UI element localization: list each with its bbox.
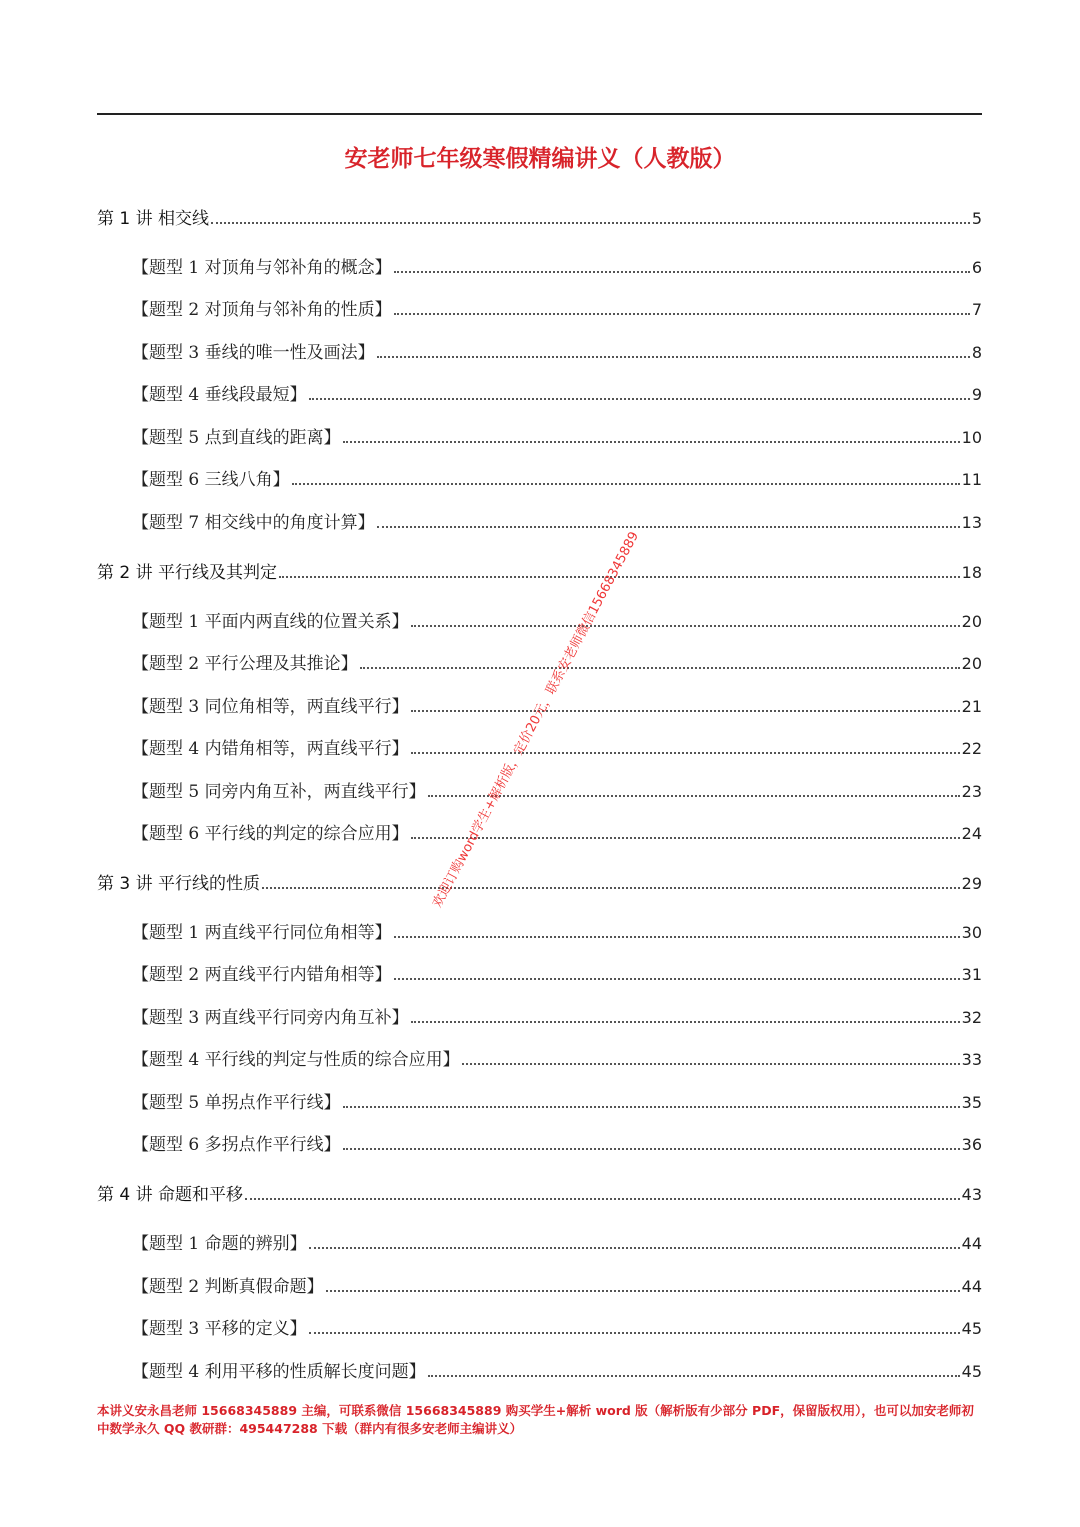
dot-leader [411, 625, 960, 627]
chapter-label: 第 1 讲 相交线 [97, 209, 210, 229]
topic-label: 【题型 4 内错角相等，两直线平行】 [132, 739, 409, 759]
toc-topic[interactable] [132, 1314, 982, 1339]
page-number: 31 [961, 965, 982, 984]
page-number: 20 [961, 612, 982, 631]
page-number: 22 [961, 739, 982, 758]
dot-leader [411, 1021, 960, 1023]
dot-leader [309, 1247, 960, 1249]
page-number: 33 [961, 1050, 982, 1069]
page-number: 24 [961, 824, 982, 843]
toc-topic[interactable] [132, 1272, 982, 1297]
toc-chapter-1[interactable] [97, 204, 982, 229]
topic-label: 【题型 1 对顶角与邻补角的概念】 [132, 258, 392, 278]
toc-topic[interactable] [132, 380, 982, 405]
page-number: 10 [961, 428, 982, 447]
page-number: 23 [961, 782, 982, 801]
page-number: 43 [961, 1185, 982, 1204]
topic-label: 【题型 3 平移的定义】 [132, 1319, 307, 1339]
topic-label: 【题型 7 相交线中的角度计算】 [132, 513, 375, 533]
dot-leader [377, 526, 960, 528]
dot-leader [411, 837, 960, 839]
page-number: 18 [961, 563, 982, 582]
topic-label: 【题型 3 两直线平行同旁内角互补】 [132, 1008, 409, 1028]
topic-label: 【题型 4 垂线段最短】 [132, 385, 307, 405]
dot-leader [411, 752, 960, 754]
topic-label: 【题型 2 平行公理及其推论】 [132, 654, 358, 674]
topic-label: 【题型 6 三线八角】 [132, 470, 290, 490]
toc-chapter-4[interactable] [97, 1180, 982, 1205]
footer-note: 本讲义安永昌老师 15668345889 主编，可联系微信 15668345889 购买学生+解析 word 版（解析版有少部分 PDF，保留版权用），也可以加安老师初中数学永久 QQ 教研群：495447288 下载（群内有很多安老师主编讲义） [97, 1403, 974, 1436]
page-number: 29 [961, 874, 982, 893]
dot-leader [292, 483, 960, 485]
toc-topic[interactable] [132, 777, 982, 802]
dot-leader [428, 1375, 960, 1377]
page-number: 21 [961, 697, 982, 716]
page-number: 32 [961, 1008, 982, 1027]
dot-leader [343, 441, 960, 443]
topic-label: 【题型 2 两直线平行内错角相等】 [132, 965, 392, 985]
dot-leader [394, 978, 960, 980]
toc-topic[interactable] [132, 295, 982, 320]
dot-leader [343, 1106, 960, 1108]
page-number: 8 [971, 343, 982, 362]
topic-label: 【题型 1 平面内两直线的位置关系】 [132, 612, 409, 632]
topic-label: 【题型 1 两直线平行同位角相等】 [132, 923, 392, 943]
watermark-text: 欢迎订购word学生+解析版，定价20元，联系安老师微信15668345889 [430, 529, 643, 911]
chapter-label: 第 2 讲 平行线及其判定 [97, 563, 278, 583]
toc-topic[interactable] [132, 1229, 982, 1254]
topic-label: 【题型 4 利用平移的性质解长度问题】 [132, 1362, 426, 1382]
page-number: 45 [961, 1319, 982, 1338]
toc-topic[interactable] [132, 423, 982, 448]
toc-topic[interactable] [132, 465, 982, 490]
topic-label: 【题型 6 平行线的判定的综合应用】 [132, 824, 409, 844]
chapter-label: 第 4 讲 命题和平移 [97, 1185, 244, 1205]
header-rule [97, 113, 982, 115]
toc-topic[interactable] [132, 338, 982, 363]
topic-label: 【题型 3 垂线的唯一性及画法】 [132, 343, 375, 363]
dot-leader [262, 887, 960, 889]
topic-label: 【题型 4 平行线的判定与性质的综合应用】 [132, 1050, 460, 1070]
page-number: 5 [971, 209, 982, 228]
dot-leader [377, 356, 970, 358]
page-number: 7 [971, 300, 982, 319]
page-number: 45 [961, 1362, 982, 1381]
toc-topic[interactable] [132, 918, 982, 943]
dot-leader [309, 398, 970, 400]
topic-label: 【题型 2 对顶角与邻补角的性质】 [132, 300, 392, 320]
toc-topic[interactable] [132, 1357, 982, 1382]
dot-leader [411, 710, 960, 712]
topic-label: 【题型 5 单拐点作平行线】 [132, 1093, 341, 1113]
dot-leader [394, 313, 970, 315]
topic-label: 【题型 5 点到直线的距离】 [132, 428, 341, 448]
page-number: 11 [961, 470, 982, 489]
dot-leader [245, 1198, 960, 1200]
page-number: 44 [961, 1277, 982, 1296]
toc-topic[interactable] [132, 1088, 982, 1113]
toc-topic[interactable] [132, 253, 982, 278]
chapter-label: 第 3 讲 平行线的性质 [97, 874, 261, 894]
dot-leader [211, 222, 970, 224]
dot-leader [394, 936, 960, 938]
toc-topic[interactable] [132, 1130, 982, 1155]
toc-topic[interactable] [132, 508, 982, 533]
document-title: 安老师七年级寒假精编讲义（人教版） [344, 145, 736, 172]
dot-leader [343, 1148, 960, 1150]
toc-chapter-2[interactable] [97, 558, 982, 583]
toc-topic[interactable] [132, 1045, 982, 1070]
page-number: 30 [961, 923, 982, 942]
toc-topic[interactable] [132, 819, 982, 844]
toc-chapter-3[interactable] [97, 869, 982, 894]
topic-label: 【题型 2 判断真假命题】 [132, 1277, 324, 1297]
page-number: 36 [961, 1135, 982, 1154]
dot-leader [360, 667, 960, 669]
page-number: 44 [961, 1234, 982, 1253]
dot-leader [462, 1063, 960, 1065]
toc-topic[interactable] [132, 1003, 982, 1028]
topic-label: 【题型 6 多拐点作平行线】 [132, 1135, 341, 1155]
dot-leader [394, 271, 970, 273]
topic-label: 【题型 5 同旁内角互补，两直线平行】 [132, 782, 426, 802]
toc-topic[interactable] [132, 734, 982, 759]
page-number: 35 [961, 1093, 982, 1112]
page-number: 9 [971, 385, 982, 404]
page-number: 20 [961, 654, 982, 673]
page-number: 6 [971, 258, 982, 277]
topic-label: 【题型 3 同位角相等，两直线平行】 [132, 697, 409, 717]
page-number: 13 [961, 513, 982, 532]
dot-leader [309, 1332, 960, 1334]
topic-label: 【题型 1 命题的辨别】 [132, 1234, 307, 1254]
dot-leader [428, 795, 960, 797]
dot-leader [326, 1290, 960, 1292]
toc-topic[interactable] [132, 607, 982, 632]
toc-topic[interactable] [132, 960, 982, 985]
